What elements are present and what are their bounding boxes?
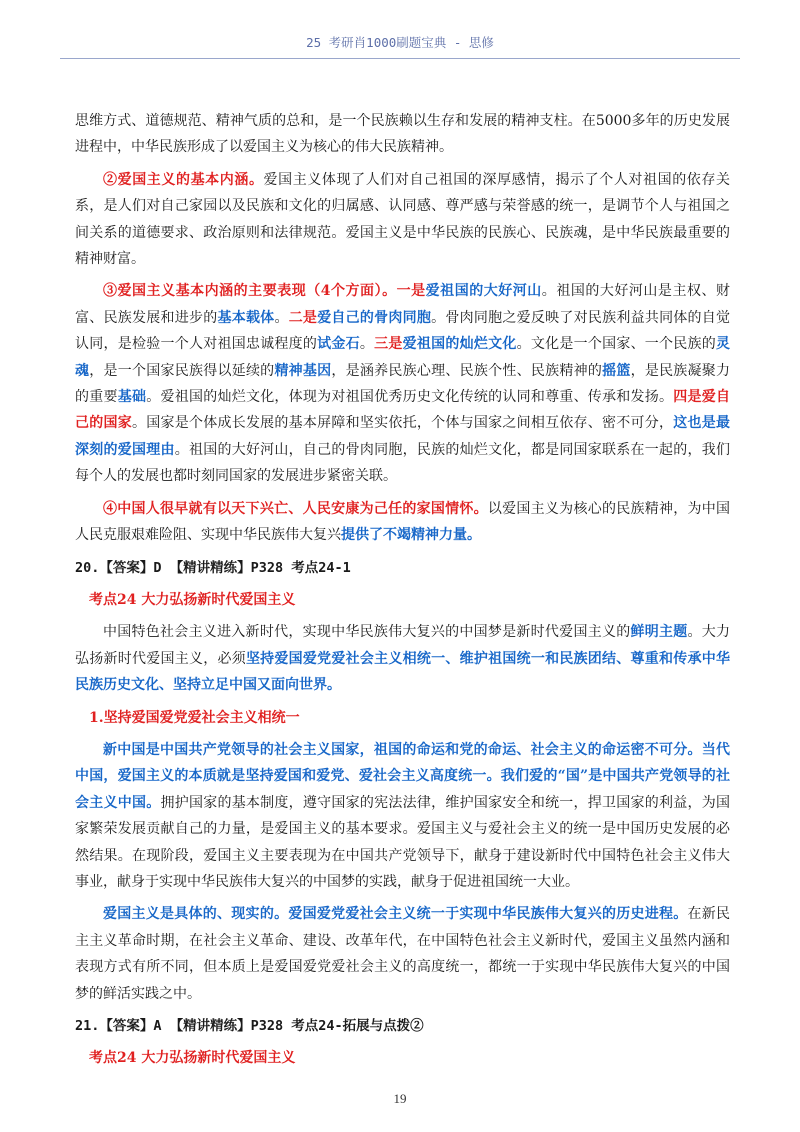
sub-heading: 1.坚持爱国爱党爱社会主义相统一 [89, 709, 300, 726]
paragraph [75, 619, 730, 698]
hl: 这也是最深刻的爱国理由 [75, 415, 731, 458]
text: 。祖国的大好河山是主权、财富、民族发展和进步的 [75, 283, 731, 326]
text: 。骨肉同胞之爱反映了对民族利益共同体的自觉认同，是检验一个人对祖国忠诚程度的 [75, 309, 731, 353]
paragraph [75, 278, 730, 489]
text: 。 [274, 309, 289, 326]
hl: 爱祖国的大好河山 [425, 283, 542, 300]
hl: 爱祖国的灿烂文化 [402, 336, 517, 353]
paragraph [75, 167, 730, 273]
text: 以爱国主义为核心的民族精神，为中国人民克服艰难险阻、实现中华民族伟大复兴 [75, 500, 730, 544]
hl: 二是 [288, 309, 318, 326]
paragraph [75, 901, 730, 1007]
answer-line-20: 20.【答案】D 【精讲精练】P328 考点24-1 [75, 559, 351, 576]
hl: 试金石 [317, 336, 360, 353]
text: 。文化是一个国家、一个民族的 [516, 336, 717, 353]
page-header: 25 考研肖1000刷题宝典 - 思修 [306, 35, 494, 50]
header-divider [60, 58, 740, 59]
text: 拥护国家的基本制度，遵守国家的宪法法律，维护国家安全和统一，捍卫国家的利益，为国家繁荣发展贡献自己的力量，是爱国主义的基本要求。爱国主义与爱社会主义的统一是中国历史发展的必然结果。在现阶段，爱国主义主要表现为在中国共产党领导下，献身于建设新时代中国特色社会主义伟大事业，献身于实现中华民族伟大复兴的中国梦的实践，献身于促进祖国统一大业。 [75, 794, 730, 890]
point-heading: ③爱国主义基本内涵的主要表现（4个方面）。 [103, 283, 397, 300]
hl: 一是 [396, 283, 426, 300]
text: 。祖国的大好河山，自己的骨肉同胞，民族的灿烂文化，都是同国家联系在一起的，我们每个人的发展也都时刻同国家的发展进步紧密关联。 [75, 441, 731, 485]
text: 。爱祖国的灿烂文化，体现为对祖国优秀历史文化传统的认同和尊重、传承和发扬。 [146, 389, 674, 406]
paragraph [75, 496, 730, 549]
hl: 基础 [117, 389, 147, 406]
point-heading: ②爱国主义的基本内涵。 [103, 171, 264, 188]
topic-heading: 考点24 大力弘扬新时代爱国主义 [89, 591, 296, 608]
hl: 精神基因 [274, 362, 332, 379]
text: 。大力弘扬新时代爱国主义，必须 [75, 624, 731, 667]
text: 。 [359, 336, 375, 353]
text: 。国家是个体成长发展的基本屏障和坚实依托，个体与国家之间相互依存、密不可分， [131, 415, 674, 432]
point-heading: ④中国人很早就有以天下兴亡、人民安康为己任的家国情怀。 [103, 500, 488, 517]
hl: 新中国是中国共产党领导的社会主义国家，祖国的命运和党的命运、社会主义的命运密不可分。当代中国，爱国主义的本质就是坚持爱国和爱党、爱社会主义高度统一。我们爱的“国”是中国共产党领导的社会主义中国。 [75, 741, 730, 811]
hl: 四是爱自己的国家 [75, 389, 731, 432]
hl: 摇篮 [602, 362, 631, 379]
hl: 爱自己的骨肉同胞 [317, 309, 432, 326]
text: ，是涵养民族心理、民族个性、民族精神的 [331, 362, 603, 379]
paragraph: 思维方式、道德规范、精神气质的总和，是一个民族赖以生存和发展的精神支柱。在5000多年的历史发展进程中，中华民族形成了以爱国主义为核心的伟大民族精神。 [75, 113, 730, 156]
hl: 提供了不竭精神力量。 [341, 527, 481, 544]
hl: 灵魂 [75, 336, 731, 379]
main-content [75, 108, 730, 1078]
text: 爱国主义体现了人们对自己祖国的深厚感情，揭示了个人对祖国的依存关系，是人们对自己家园以及民族和文化的归属感、认同感、尊严感与荣誉感的统一，是调节个人与祖国之间关系的道德要求、政治原则和法律规范。爱国主义是中华民族的民族心、民族魂，是中华民族最重要的精神财富。 [75, 171, 730, 268]
text: ，是民族凝聚力的重要 [75, 362, 731, 406]
text: 在新民主主义革命时期，在社会主义革命、建设、改革年代，在中国特色社会主义新时代，爱国主义虽然内涵和表现方式有所不同，但本质上是爱国爱党爱社会主义的高度统一，都统一于实现中华民族伟大复兴的中国梦的鲜活实践之中。 [75, 906, 731, 1002]
page-number: 19 [393, 1091, 407, 1106]
answer-line-21: 21.【答案】A 【精讲精练】P328 考点24-拓展与点拨② [75, 1018, 424, 1034]
topic-heading: 考点24 大力弘扬新时代爱国主义 [89, 1050, 296, 1067]
hl: 坚持爱国爱党爱社会主义相统一、维护祖国统一和民族团结、尊重和传承中华民族历史文化、坚持立足中国又面向世界。 [75, 650, 731, 694]
text: 中国特色社会主义进入新时代，实现中华民族伟大复兴的中国梦是新时代爱国主义的 [103, 624, 631, 641]
hl: 爱国爱党爱社会主义统一于实现中华民族伟大复兴的历史进程。 [288, 906, 688, 923]
hl: 三是 [374, 336, 403, 353]
hl: 基本载体 [217, 309, 275, 326]
hl: 爱国主义是具体的、现实的。 [103, 906, 289, 923]
paragraph [75, 737, 730, 895]
hl: 鲜明主题 [630, 624, 688, 641]
text: ，是一个国家民族得以延续的 [89, 362, 275, 379]
